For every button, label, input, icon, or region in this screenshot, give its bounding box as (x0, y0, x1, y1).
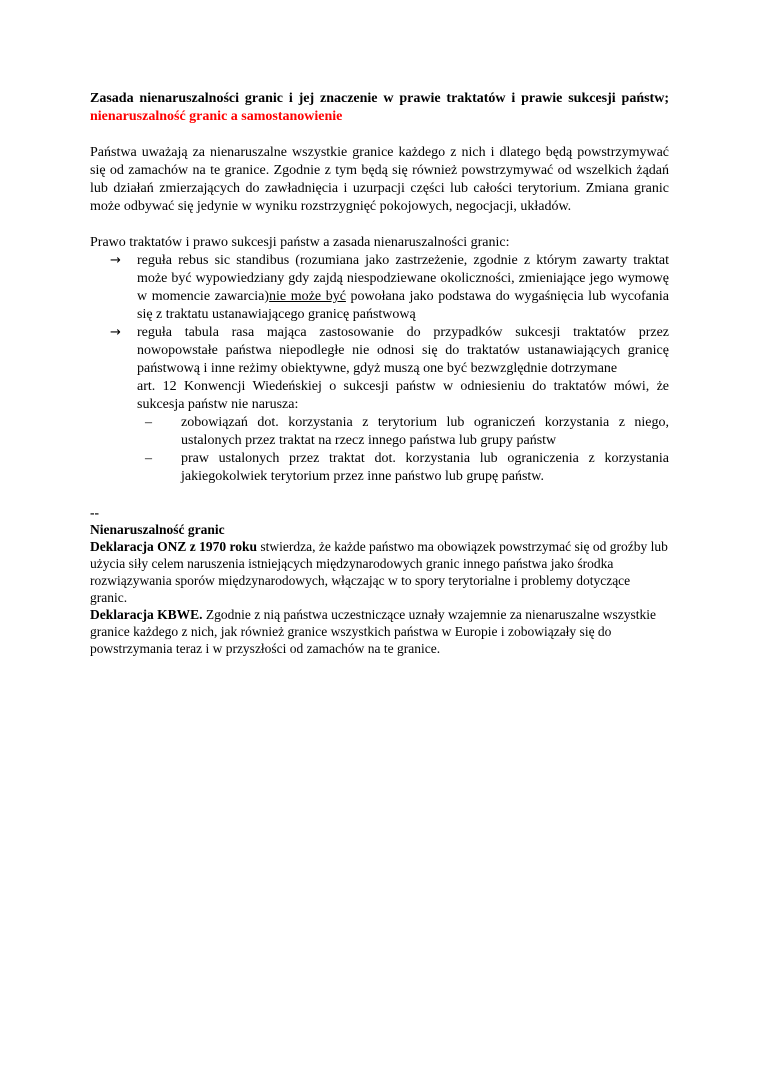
declarations-section (90, 504, 669, 657)
dash-bullet-icon: – (145, 415, 152, 430)
document-title (90, 90, 669, 126)
list-item-obligations (137, 414, 669, 450)
list-item-tabula-rasa (90, 324, 669, 486)
list-item-rights (137, 450, 669, 486)
separator: -- (90, 505, 99, 520)
title-red-subtitle: nienaruszalność granic a samostanowienie (90, 109, 343, 124)
treaty-law-section (90, 234, 669, 486)
obligations-text: zobowiązań dot. korzystania z terytorium lub ograniczeń korzystania z niego, ustalonych przez traktat na rzecz innego państwa lub grupy państw (181, 415, 669, 448)
list-item-rebus (90, 252, 669, 324)
arrow-bullet-icon: → (110, 325, 121, 340)
rebus-text: reguła rebus sic standibus (rozumiana jako zastrzeżenie, zgodnie z którym zawarty traktat może być wypowiedziany gdy zajdą niespodziewane okoliczności, zmieniające jego wymowę w momencie zawarcia) (137, 253, 669, 304)
onz-declaration-text: stwierdza, że każde państwo ma obowiązek powstrzymać się od groźby lub użycia siły celem naruszenia istniejących międzynarodowych granic innego państwa jako środka rozwiązywania sporów międzynarodowych, włączając w to spory terytorialne i problemy dotyczące granic. (90, 539, 668, 605)
arrow-bullet-icon: → (110, 253, 121, 268)
title-main: Zasada nienaruszalności granic i jej znaczenie w prawie traktatów i prawie sukcesji państw; (90, 91, 669, 106)
section-heading: Nienaruszalność granic (90, 522, 225, 537)
dash-bullet-icon: – (145, 451, 152, 466)
rights-text: praw ustalonych przez traktat dot. korzystania lub ograniczenia z korzystania jakiegokolwiek terytorium przez inne państwo lub grupę państw. (181, 451, 669, 484)
kbwe-declaration-text: Zgodnie z nią państwa uczestniczące uznały wzajemnie za nienaruszalne wszystkie granice każdego z nich, jak również granice wszystkich państwa w Europie i zobowiązały się do powstrzymania teraz i w przyszłości od zamachów na te granice. (90, 607, 657, 656)
onz-declaration-title: Deklaracja ONZ z 1970 roku (90, 539, 257, 554)
kbwe-declaration (90, 606, 669, 657)
rebus-underlined: nie może być (269, 289, 346, 304)
dash-list (137, 414, 669, 486)
tabula-rasa-text: reguła tabula rasa mająca zastosowanie do przypadków sukcesji traktatów przez nowopowstałe państwa niepodległe nie odnosi się do traktatów ustanawiających granicę państwową i inne reżimy obiektywne, gdyż muszą one być bezwzględnie dotrzymane (137, 325, 669, 376)
document-body (90, 90, 669, 657)
treaty-law-intro: Prawo traktatów i prawo sukcesji państw a zasada nienaruszalności granic: (90, 235, 510, 250)
kbwe-declaration-title: Deklaracja KBWE. (90, 607, 203, 622)
onz-declaration (90, 538, 669, 606)
paragraph-borders: Państwa uważają za nienaruszalne wszystkie granice każdego z nich i dlatego będą powstrzymywać się od zamachów na te granice. Zgodnie z tym będą się również powstrzymywać od wszelkich żądań lub działań zmierzających do zawładnięcia i uzurpacji części lub całości terytorium. Zmiana granic może odbywać się jedynie w wyniku rozstrzygnięć pokojowych, negocjacji, układów. (90, 145, 669, 214)
art12-text: art. 12 Konwencji Wiedeńskiej o sukcesji państw w odniesieniu do traktatów mówi, że sukcesja państw nie narusza: (137, 379, 669, 412)
arrow-list (90, 252, 669, 486)
rebus-text-end: powołana jako podstawa do wygaśnięcia lub wycofania się z traktatu ustanawiającego granicę państwową (137, 289, 669, 322)
